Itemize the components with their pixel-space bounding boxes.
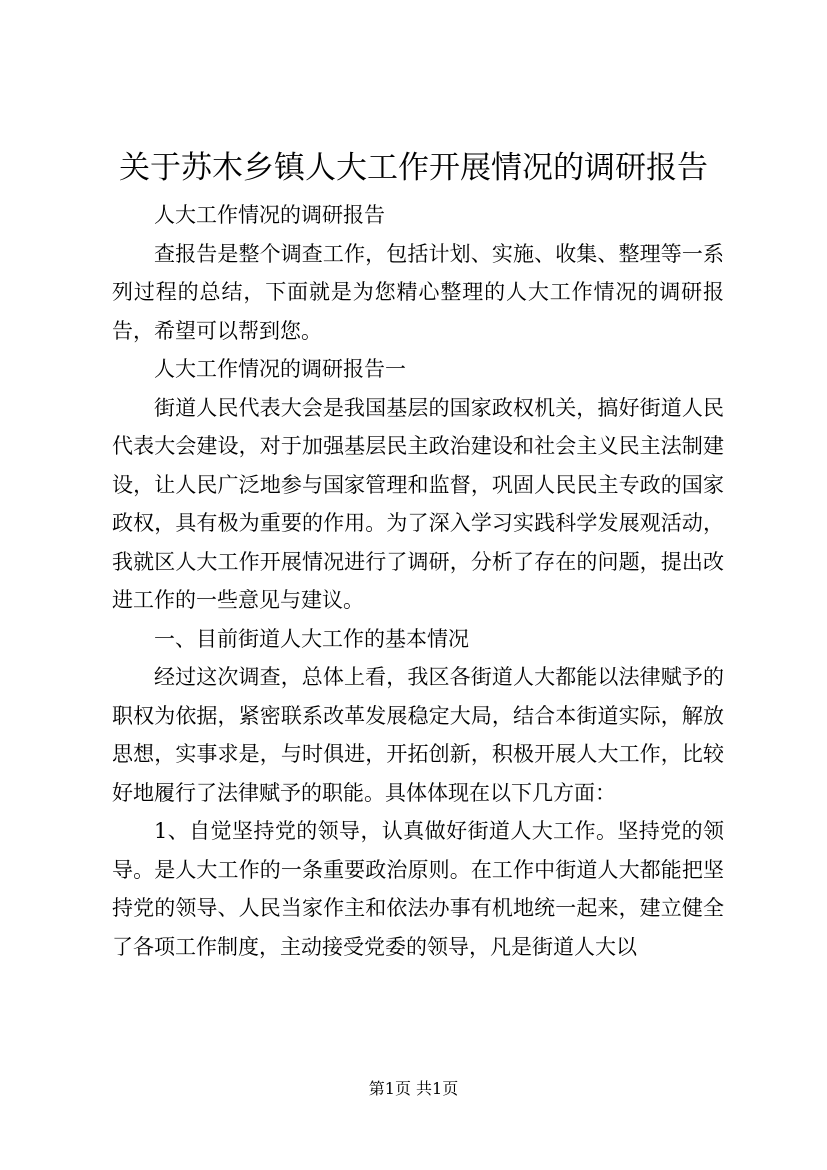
paragraph-survey-overview: 经过这次调查，总体上看，我区各街道人大都能以法律赋予的职权为依据，紧密联系改革发展稳定大局，结合本街道实际，解放思想，实事求是，与时俱进，开拓创新，积极开展人大工作，比较好地履行了法律赋予的职能。具体体现在以下几方面： — [112, 665, 724, 805]
document-title: 关于苏木乡镇人大工作开展情况的调研报告 — [119, 150, 708, 186]
paragraph-section-heading: 人大工作情况的调研报告一 — [154, 357, 406, 381]
page-footer: 第1页 共1页 — [368, 1079, 459, 1098]
paragraph-subtitle: 人大工作情况的调研报告 — [154, 203, 385, 227]
paragraph-intro: 查报告是整个调查工作，包括计划、实施、收集、整理等一系列过程的总结，下面就是为您精心整理的人大工作情况的调研报告，希望可以帮到您。 — [112, 241, 724, 343]
document-body — [112, 196, 724, 966]
paragraph-background: 街道人民代表大会是我国基层的国家政权机关，搞好街道人民代表大会建设，对于加强基层民主政治建设和社会主义民主法制建设，让人民广泛地参与国家管理和监督，巩固人民民主专政的国家政权，具有极为重要的作用。为了深入学习实践科学发展观活动，我就区人大工作开展情况进行了调研，分析了存在的问题，提出改进工作的一些意见与建议。 — [112, 395, 724, 612]
paragraph-heading-basic-situation: 一、目前街道人大工作的基本情况 — [154, 626, 469, 651]
paragraph-point-one: 1、自觉坚持党的领导，认真做好街道人大工作。坚持党的领导。是人大工作的一条重要政治原则。在工作中街道人大都能把坚持党的领导、人民当家作主和依法办事有机地统一起来，建立健全了各项工作制度，主动接受党委的领导，凡是街道人大以 — [112, 819, 724, 959]
